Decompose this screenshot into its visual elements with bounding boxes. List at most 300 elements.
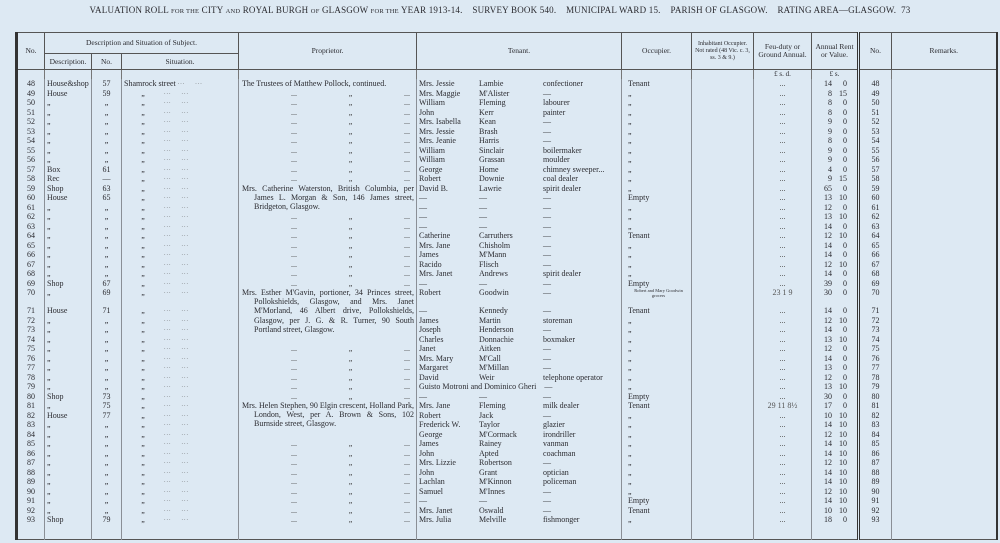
tenant-occupation: boxmaker [543,334,576,344]
annual-rent [812,203,859,213]
annual-rent [812,174,859,184]
tenant-occupation: telephone operator [543,372,603,382]
street-number: 77 [92,411,122,421]
rent-pounds: 9 [828,117,833,126]
header-annual-rent: Annual Rent or Value. [812,33,859,70]
proprietor: ... „ ... [239,515,417,525]
situation-text: „ [141,193,145,202]
feu-duty: ... [754,363,812,373]
feu-duty: ... [754,108,812,118]
remarks [892,354,997,364]
inhabitant-occupier [692,344,754,354]
annual-rent [812,269,859,279]
rent-pounds: 13 [824,363,833,372]
feu-duty: ... [754,306,812,316]
row-number-right: 87 [859,458,892,468]
tenant-first-name: Samuel [419,486,444,496]
tenant [417,382,622,392]
proprietor-ditto: „ [348,448,353,458]
tenant-first-name: Robert [419,174,441,183]
row-number: 53 [17,127,45,137]
occupier-cell [622,279,692,289]
remarks [892,212,997,222]
street-number: „ [92,117,122,127]
tenant-occupation: coal dealer [543,174,578,183]
annual-rent [812,363,859,373]
situation-text: „ [141,515,145,524]
proprietor-ditto: „ [348,458,353,467]
proprietor: ... „ ... [239,373,417,383]
rent-shillings: 10 [839,382,848,391]
remarks [892,89,997,99]
street-number: 57 [92,79,122,89]
inhabitant-occupier [692,89,754,99]
occupier: „ [628,410,632,420]
occupier-cell [622,174,692,184]
annual-rent [812,449,859,459]
proprietor-ditto: „ [348,221,353,231]
feu-duty: ... [754,241,812,251]
title-text: FOR THE [370,8,399,15]
inhabitant-occupier [692,449,754,459]
occupier: „ [628,467,632,477]
street-number: „ [92,458,122,468]
tenant [417,401,622,411]
remarks [892,222,997,232]
proprietor-ditto: „ [348,88,353,98]
row-number-right: 92 [859,506,892,516]
proprietor-ditto: „ [348,250,353,259]
street-number: „ [92,222,122,232]
table-row [17,420,997,430]
proprietor: ... „ ... [239,212,417,222]
feu-duty: ... [754,174,812,184]
inhabitant-occupier [692,98,754,108]
tenant-occupation: — [543,212,552,221]
occupier-cell [622,411,692,421]
table-row [17,316,997,326]
tenant-surname: Grant [479,467,498,477]
header-proprietor: Proprietor. [239,33,417,70]
proprietor [239,335,417,345]
tenant [417,344,622,354]
description: „ [45,212,92,222]
situation-text: „ [141,136,145,145]
proprietor: ... „ ... [239,241,417,251]
table-row [17,430,997,440]
tenant-surname: Fleming [479,401,506,410]
occupier-cell [622,325,692,335]
occupier-cell [622,335,692,345]
table-row [17,477,997,487]
rent-shillings: 10 [839,231,848,240]
tenant-first-name: James [419,250,439,259]
proprietor: ... „ ... [239,155,417,165]
row-number: 49 [17,89,45,99]
tenant-first-name: Mrs. Jeanie [419,136,456,145]
tenant-first-name: Racido [419,259,442,269]
row-number: 70 [17,288,45,306]
inhabitant-occupier [692,203,754,213]
tenant-occupation: painter [543,107,566,117]
tenant [417,288,622,306]
street-number: „ [92,241,122,251]
tenant-first-name: John [419,107,435,117]
occupier: Tenant [628,505,650,515]
row-number: 57 [17,165,45,175]
feu-duty: ... [754,269,812,279]
street-number: 71 [92,306,122,316]
remarks [892,108,997,118]
tenant-first-name: John [419,467,435,477]
rent-pounds: 8 [828,98,833,107]
occupier: Tenant [628,79,650,88]
occupier-cell [622,430,692,440]
street-number: 67 [92,279,122,289]
situation-text: „ [141,448,145,458]
tenant-first-name: — [419,221,428,231]
tenant [417,260,622,270]
header-no: No. [17,33,45,70]
situation-text: „ [141,401,145,410]
street-number: „ [92,382,122,392]
row-number: 74 [17,335,45,345]
row-number: 79 [17,382,45,392]
rent-pounds: 12 [824,231,833,240]
tenant-first-name: George [419,429,443,439]
remarks [892,117,997,127]
proprietor-ditto: „ [348,486,353,496]
occupier: „ [628,344,632,353]
occupier: „ [628,486,632,496]
tenant-first-name: William [419,98,445,107]
situation-text: „ [141,278,145,288]
occupier-cell [622,496,692,506]
inhabitant-occupier [692,222,754,232]
street-number: „ [92,354,122,364]
header-occupier: Occupier. [622,33,692,70]
title-text: FOR THE [171,8,200,15]
proprietor-ditto: „ [348,467,353,477]
table-row [17,335,997,345]
remarks [892,136,997,146]
tenant-first-name: Margaret [419,363,449,372]
tenant-first-name: James [419,315,439,325]
street-number: — [92,174,122,184]
occupier: „ [628,325,632,334]
tenant-first-name: — [419,202,428,212]
tenant-occupation: — [543,221,552,231]
proprietor [239,401,417,429]
street-number: „ [92,146,122,156]
table-row [17,449,997,459]
situation-text: „ [141,486,145,496]
tenant-surname: Lambie [479,79,504,88]
occupier: „ [628,155,632,164]
description: „ [45,439,92,449]
feu-duty: ... [754,468,812,478]
rent-shillings: 0 [843,98,848,107]
row-number: 84 [17,430,45,440]
remarks [892,401,997,411]
rent-pounds: 8 [828,88,833,98]
situation-text: „ [141,439,145,448]
annual-rent [812,184,859,194]
row-number: 55 [17,146,45,156]
row-number: 88 [17,468,45,478]
situation: „ ... ... [122,316,239,326]
row-number-right: 62 [859,212,892,222]
tenant-occupation: storeman [543,315,573,325]
feu-duty: ... [754,335,812,345]
table-row [17,515,997,525]
table-row [17,174,997,184]
row-number-right: 61 [859,203,892,213]
remarks [892,344,997,354]
rent-shillings: 0 [843,250,848,259]
remarks [892,392,997,402]
tenant [417,269,622,279]
proprietor-ditto: „ [348,278,353,288]
tenant-occupation: — [543,344,552,353]
description: House [45,89,92,99]
tenant-occupation: — [544,382,553,391]
feu-duty: ... [754,203,812,213]
situation: „ ... ... [122,98,239,108]
remarks [892,98,997,108]
remarks [892,269,997,279]
occupier-cell [622,487,692,497]
feu-duty: ... [754,392,812,402]
situation: „ ... ... [122,155,239,165]
rent-pounds: 9 [828,145,833,155]
annual-rent [812,165,859,175]
tenant-first-name: Mrs. Maggie [419,88,461,98]
feu-duty: ... [754,477,812,487]
annual-rent [812,354,859,364]
row-number: 82 [17,411,45,421]
tenant-first-name: Janet [419,344,436,353]
inhabitant-occupier [692,306,754,316]
feu-duty: ... [754,127,812,137]
occupier: „ [628,420,632,429]
street-number: „ [92,373,122,383]
street-number: „ [92,449,122,459]
rent-shillings: 10 [839,496,848,505]
situation-text: „ [141,477,145,486]
situation-text: „ [141,88,145,98]
description: „ [45,344,92,354]
occupier: „ [628,174,632,183]
rating-area: RATING AREA—GLASGOW. [777,5,897,15]
table-row [17,89,997,99]
table-row [17,439,997,449]
tenant-first-name: David B. [419,183,448,193]
annual-rent [812,306,859,316]
occupier-cell [622,89,692,99]
remarks [892,146,997,156]
description: „ [45,401,92,411]
row-number: 52 [17,117,45,127]
title-text: VALUATION ROLL [89,5,169,15]
feu-duty: ... [754,458,812,468]
situation: „ ... ... [122,344,239,354]
inhabitant-occupier [692,174,754,184]
annual-rent [812,468,859,478]
remarks [892,477,997,487]
situation: „ ... ... [122,420,239,430]
feu-duty: ... [754,89,812,99]
table-row [17,260,997,270]
row-number: 58 [17,174,45,184]
tenant [417,487,622,497]
situation-text: „ [141,420,145,429]
proprietor-name: The Trustees of Matthew Pollock, continued. [242,79,387,88]
description: Shop [45,392,92,402]
street-number: „ [92,316,122,326]
tenant-surname: Carruthers [479,231,513,240]
proprietor: ... „ ... [239,496,417,506]
rent-shillings: 10 [839,458,848,467]
description: „ [45,335,92,345]
annual-rent [812,117,859,127]
occupier: „ [628,334,632,344]
row-number: 91 [17,496,45,506]
situation: „ ... ... [122,306,239,316]
inhabitant-occupier [692,146,754,156]
situation: „ ... ... [122,203,239,213]
tenant-occupation: policeman [543,477,577,486]
description: „ [45,449,92,459]
tenant [417,174,622,184]
situation-text: „ [141,240,145,250]
table-row [17,79,997,89]
situation: „ ... ... [122,108,239,118]
street-number: 61 [92,165,122,175]
row-number-right: 93 [859,515,892,525]
situation: „ ... ... [122,373,239,383]
row-number: 78 [17,373,45,383]
proprietor-ditto: „ [348,363,353,372]
feu-duty: ... [754,449,812,459]
occupier-cell [622,354,692,364]
tenant [417,325,622,335]
tenant-occupation: milk dealer [543,401,580,410]
remarks [892,325,997,335]
tenant-occupation: — [543,259,552,269]
occupier: „ [628,202,632,212]
tenant-surname: Brash [479,126,498,136]
situation-text: „ [141,107,145,117]
row-number: 64 [17,231,45,241]
feu-duty: ... [754,146,812,156]
occupier-cell [622,382,692,392]
occupier-cell [622,316,692,326]
annual-rent [812,316,859,326]
tenant-surname: Jack [479,410,494,420]
tenant-first-name: David [419,372,439,382]
situation: „ ... ... [122,279,239,289]
feu-duty: ... [754,382,812,392]
remarks [892,316,997,326]
inhabitant-occupier [692,477,754,487]
situation-text: „ [141,117,145,126]
occupier-cell [622,288,692,306]
tenant [417,458,622,468]
tenant-first-name: Mrs. Julia [419,515,452,524]
tenant-surname: Flisch [479,259,499,269]
tenant-occupation: — [543,306,552,315]
occupier-cell [622,250,692,260]
occupier: „ [628,212,632,221]
table-row [17,363,997,373]
rent-shillings: 0 [843,164,848,174]
header-inhabitant-occupier: Inhabitant Occupier. Not rated (48 Vic. c. 3, ss. 3 & 9.) [692,33,754,70]
tenant-first-name: — [419,278,428,288]
situation-text: „ [141,231,145,240]
inhabitant-occupier [692,458,754,468]
tenant [417,136,622,146]
street-number: „ [92,269,122,279]
row-number-right: 85 [859,439,892,449]
remarks [892,382,997,392]
tenant-surname: Aitken [479,344,501,353]
rent-pounds: 14 [824,79,833,88]
survey-book: SURVEY BOOK 540. [472,5,557,15]
table-row [17,250,997,260]
annual-rent [812,108,859,118]
situation: „ ... ... [122,193,239,203]
tenant-occupation: — [543,136,552,145]
row-number-right: 53 [859,127,892,137]
annual-rent [812,260,859,270]
rent-pounds: 13 [824,193,833,202]
proprietor-ditto: „ [348,477,353,486]
tenant [417,89,622,99]
row-number-right: 81 [859,401,892,411]
inhabitant-occupier [692,316,754,326]
table-row [17,127,997,137]
situation: „ ... ... [122,468,239,478]
description: „ [45,108,92,118]
occupier-cell [622,136,692,146]
table-row [17,392,997,402]
title-text: CITY [201,5,224,15]
title-text: GLASGOW [321,5,369,15]
row-number: 68 [17,269,45,279]
annual-rent [812,89,859,99]
tenant [417,439,622,449]
proprietor-ditto: „ [348,212,353,221]
tenant-first-name: Joseph [419,325,441,334]
feu-duty: ... [754,515,812,525]
proprietor: ... „ ... [239,392,417,402]
tenant [417,496,622,506]
rent-units: £ s. [812,70,859,80]
proprietor: ... „ ... [239,506,417,516]
rent-pounds: 14 [824,325,833,334]
situation: „ ... ... [122,269,239,279]
inhabitant-occupier [692,212,754,222]
row-number-right: 48 [859,79,892,89]
proprietor-ditto: „ [348,117,353,126]
rent-pounds: 14 [824,477,833,486]
annual-rent [812,288,859,306]
inhabitant-occupier [692,439,754,449]
proprietor-ditto: „ [348,372,353,382]
proprietor: ... „ ... [239,98,417,108]
header-no-right: No. [859,33,892,70]
